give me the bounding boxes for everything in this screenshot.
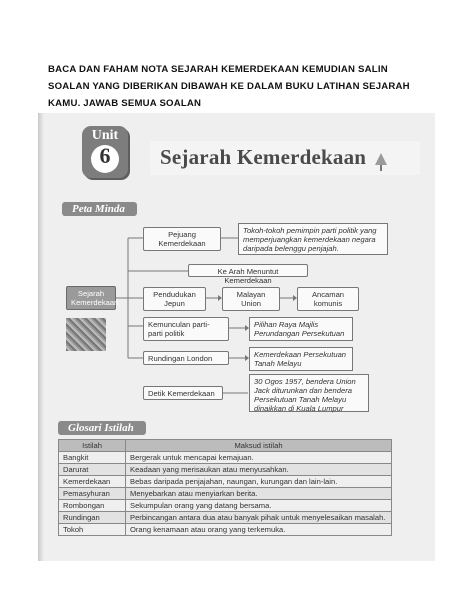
- mind-map-heading: Peta Minda: [62, 202, 137, 216]
- chapter-title: Sejarah Kemerdekaan: [160, 145, 367, 169]
- mind-map-parti-note: Pilihan Raya Majlis Perundangan Persekutuan: [249, 317, 353, 341]
- table-row: [59, 524, 392, 536]
- glossary-meaning: Sekumpulan orang yang datang bersama.: [126, 500, 392, 512]
- table-row: [59, 476, 392, 488]
- glossary-table: [58, 439, 392, 536]
- glossary-term: Kemerdekaan: [59, 476, 126, 488]
- glossary-col-meaning: Maksud istilah: [126, 440, 392, 452]
- glossary-meaning: Perbincangan antara dua atau banyak pihak untuk menyelesaikan masalah.: [126, 512, 392, 524]
- glossary-term: Bangkit: [59, 452, 126, 464]
- glossary-header-row: [59, 440, 392, 452]
- mind-map-flow-1: Pendudukan Jepun: [143, 287, 206, 311]
- table-row: [59, 464, 392, 476]
- mind-map-flow-2: Malayan Union: [222, 287, 280, 311]
- mind-map-flow-3: Ancaman komunis: [297, 287, 359, 311]
- glossary-term: Pemasyhuran: [59, 488, 126, 500]
- glossary-meaning: Menyebarkan atau menyiarkan berita.: [126, 488, 392, 500]
- glossary-col-term: Istilah: [59, 440, 126, 452]
- scanned-textbook-page: [38, 113, 435, 561]
- mind-map-rundingan: Rundingan London: [143, 351, 229, 365]
- unit-number: 6: [91, 145, 119, 173]
- glossary-term: Darurat: [59, 464, 126, 476]
- unit-label: Unit: [91, 128, 119, 143]
- table-row: [59, 500, 392, 512]
- mind-map-root: Sejarah Kemerdekaan: [66, 286, 116, 310]
- glossary-term: Tokoh: [59, 524, 126, 536]
- mind-map-connectors: [38, 113, 435, 413]
- glossary-term: Rombongan: [59, 500, 126, 512]
- mind-map-detik-note: 30 Ogos 1957, bendera Union Jack diturunkan dan bendera Persekutuan Tanah Melayu dinaikkan di Kuala Lumpur: [249, 374, 369, 412]
- instruction-line-1: BACA DAN FAHAM NOTA SEJARAH KEMERDEKAAN KEMUDIAN SALIN: [48, 64, 388, 75]
- table-row: [59, 512, 392, 524]
- crowd-photo: [66, 318, 106, 351]
- mind-map-detik: Detik Kemerdekaan: [143, 386, 223, 400]
- glossary-meaning: Bebas daripada penjajahan, naungan, kurungan dan lain-lain.: [126, 476, 392, 488]
- instruction-line-2: SOALAN YANG DIBERIKAN DIBAWAH KE DALAM BUKU LATIHAN SEJARAH: [48, 81, 410, 92]
- glossary-meaning: Orang kenamaan atau orang yang terkemuka.: [126, 524, 392, 536]
- mind-map-parti: Kemunculan parti-parti politik: [143, 317, 229, 341]
- table-row: [59, 452, 392, 464]
- mind-map-pejuang-note: Tokoh-tokoh pemimpin parti politik yang memperjuangkan kemerdekaan negara daripada belenggu penjajah.: [238, 223, 388, 255]
- glossary-meaning: Bergerak untuk mencapai kemajuan.: [126, 452, 392, 464]
- instruction-line-3: KAMU. JAWAB SEMUA SOALAN: [48, 98, 202, 109]
- mind-map-rundingan-note: Kemerdekaan Persekutuan Tanah Melayu: [249, 347, 353, 371]
- table-row: [59, 488, 392, 500]
- mind-map-pejuang: Pejuang Kemerdekaan: [143, 227, 221, 251]
- glossary-meaning: Keadaan yang merisaukan atau menyusahkan.: [126, 464, 392, 476]
- glossary-term: Rundingan: [59, 512, 126, 524]
- mind-map-arah: Ke Arah Menuntut Kemerdekaan: [188, 264, 308, 277]
- glossary-heading: Glosari Istilah: [58, 421, 146, 435]
